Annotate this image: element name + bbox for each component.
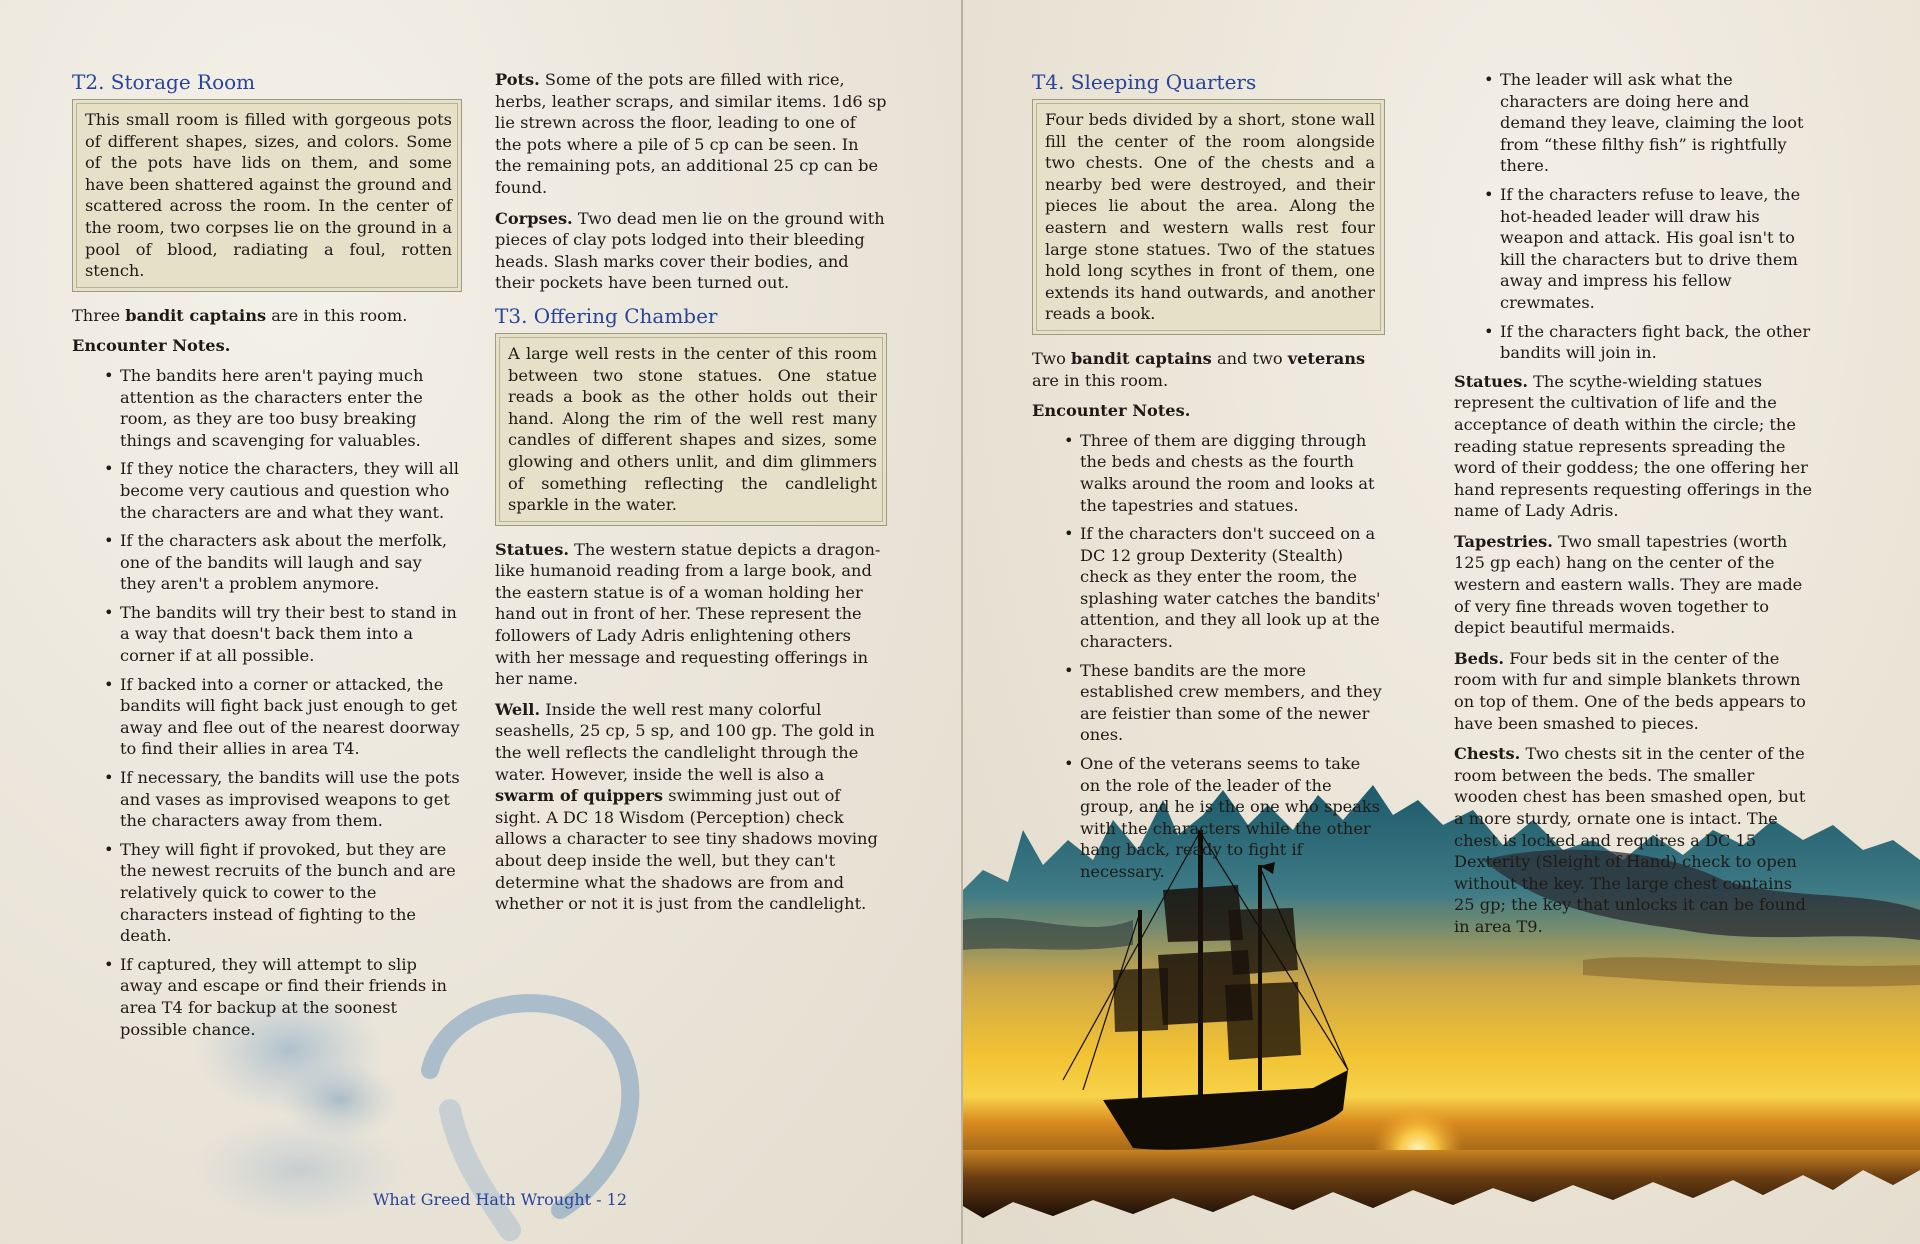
encounter-notes-list-t4-cont <box>1482 69 1814 364</box>
encounter-intro-t4: Two bandit captains and two veterans are in this room. <box>1032 348 1366 390</box>
list-item: • They will fight if provoked, but they are the newest recruits of the bunch and are relatively quick to cower to the characters instead of fighting to the death. <box>102 839 462 947</box>
encounter-notes-list-t2 <box>102 365 462 1040</box>
right-page <box>963 0 1920 1244</box>
list-item: • Three of them are digging through the beds and chests as the fourth walks around the room and looks at the tapestries and statues. <box>1062 430 1385 516</box>
list-item: • One of the veterans seems to take on the role of the leader of the group, and he is the one who speaks with the characters while the other hang back, ready to fight if necessary. <box>1062 753 1385 883</box>
section-heading-t4: T4. Sleeping Quarters <box>1032 70 1257 94</box>
beds-paragraph: Beds. Four beds sit in the center of the room with fur and simple blankets thrown on top of them. One of the beds appears to have been smashed to pieces. <box>1454 648 1806 733</box>
pots-paragraph: Pots. Some of the pots are filled with rice, herbs, leather scraps, and similar items. 1d6 sp lie strewn across the floor, leading to one of the pots where a pile of 5 cp can be seen. In the remaining pots, an additional 25 cp can be found. <box>495 70 887 197</box>
encounter-notes-title-t4: Encounter Notes. <box>1032 401 1191 421</box>
read-aloud-box-t4: Four beds divided by a short, stone wall fill the center of the room alongside two chests. One of the chests and a nearby bed were destroyed, and their pieces lie about the area. Along the eastern and western walls rest four large stone statues. Two of the statues hold long scythes in front of them, one extends its hand outwards, and another reads a book. <box>1032 99 1385 335</box>
read-aloud-box-t2: This small room is filled with gorgeous pots of different shapes, sizes, and colors. Some of the pots have lids on them, and some have been shattered against the ground and scattered across the room. In the center of the room, two corpses lie on the ground in a pool of blood, radiating a foul, rotten stench. <box>72 99 462 292</box>
statues-paragraph-t3: Statues. The western statue depicts a dragon-like humanoid reading from a large book, and the eastern statue is of a woman holding her hand out in front of her. These represent the followers of Lady Adris enlightening others with her message and requesting offerings in her name. <box>495 539 881 689</box>
section-heading-t3: T3. Offering Chamber <box>495 303 718 328</box>
list-item: • If the characters refuse to leave, the hot-headed leader will draw his weapon and attack. His goal isn't to kill the characters but to drive them away and impress his fellow crewmates. <box>1482 184 1814 314</box>
right-column-1 <box>1032 69 1385 890</box>
read-aloud-box-t3: A large well rests in the center of this room between two stone statues. One statue reads a book as the other holds out their hand. Along the rim of the well rest many candles of different shapes and sizes, some glowing and others unlit, and dim glimmers of something reflecting the candlelight sparkle in the water. <box>495 333 887 526</box>
list-item: • If the characters don't succeed on a DC 12 group Dexterity (Stealth) check as they enter the room, the splashing water catches the bandits' attention, and they all look up at the characters. <box>1062 523 1385 653</box>
corpses-paragraph: Corpses. Two dead men lie on the ground with pieces of clay pots lodged into their bleeding heads. Slash marks cover their bodies, and their pockets have been turned out. <box>495 208 885 293</box>
encounter-notes-title-t2: Encounter Notes. <box>72 336 231 356</box>
chests-paragraph: Chests. Two chests sit in the center of the room between the beds. The smaller wooden chest has been smashed open, but a more sturdy, ornate one is intact. The chest is locked and requires a DC 15 Dexterity (Sleight of Hand) check to open without the key. The large chest contains 25 gp; the key that unlocks it can be found in area T9. <box>1454 744 1806 936</box>
list-item: • The leader will ask what the characters are doing here and demand they leave, claiming the loot from “these filthy fish” is rightfully there. <box>1482 69 1814 177</box>
right-column-2 <box>1454 69 1814 947</box>
list-item: • If captured, they will attempt to slip away and escape or find their friends in area T4 for backup at the soonest possible chance. <box>102 954 462 1040</box>
left-column-1 <box>72 69 462 1047</box>
list-item: • These bandits are the more established crew members, and they are feistier than some of the newer ones. <box>1062 660 1385 746</box>
list-item: • The bandits will try their best to stand in a way that doesn't back them into a corner if at all possible. <box>102 602 462 667</box>
list-item: • If necessary, the bandits will use the pots and vases as improvised weapons to get the characters away from them. <box>102 767 462 832</box>
list-item: • If the characters ask about the merfolk, one of the bandits will laugh and say they aren't a problem anymore. <box>102 530 462 595</box>
left-column-2 <box>495 69 887 924</box>
well-paragraph: Well. Inside the well rest many colorful seashells, 25 cp, 5 sp, and 100 gp. The gold in the well reflects the candlelight through the water. However, inside the well is also a swarm of quippers swimming just out of sight. A DC 18 Wisdom (Perception) check allows a character to see tiny shadows moving about deep inside the well, but they can't determine what the shadows are from and whether or not it is just from the candlelight. <box>495 699 878 914</box>
tapestries-paragraph: Tapestries. Two small tapestries (worth 125 gp each) hang on the center of the western and eastern walls. They are made of very fine threads woven together to depict beautiful mermaids. <box>1454 531 1803 638</box>
list-item: • If backed into a corner or attacked, the bandits will fight back just enough to get away and flee out of the nearest doorway to find their allies in area T4. <box>102 674 462 760</box>
list-item: • If they notice the characters, they will all become very cautious and question who the characters are and what they want. <box>102 458 462 523</box>
statues-paragraph-t4: Statues. The scythe-wielding statues represent the cultivation of life and the acceptance of death within the circle; the reading statue represents spreading the word of their goddess; the one offering her hand represents requesting offerings in the name of Lady Adris. <box>1454 371 1813 521</box>
list-item: • The bandits here aren't paying much attention as the characters enter the room, as they are too busy breaking things and scavenging for valuables. <box>102 365 462 451</box>
section-heading-t2: T2. Storage Room <box>72 70 256 94</box>
list-item: • If the characters fight back, the other bandits will join in. <box>1482 321 1814 364</box>
encounter-intro-t2: Three bandit captains are in this room. <box>72 305 408 325</box>
page-footer: What Greed Hath Wrought - 12 <box>372 1190 628 1209</box>
encounter-notes-list-t4 <box>1062 430 1385 883</box>
